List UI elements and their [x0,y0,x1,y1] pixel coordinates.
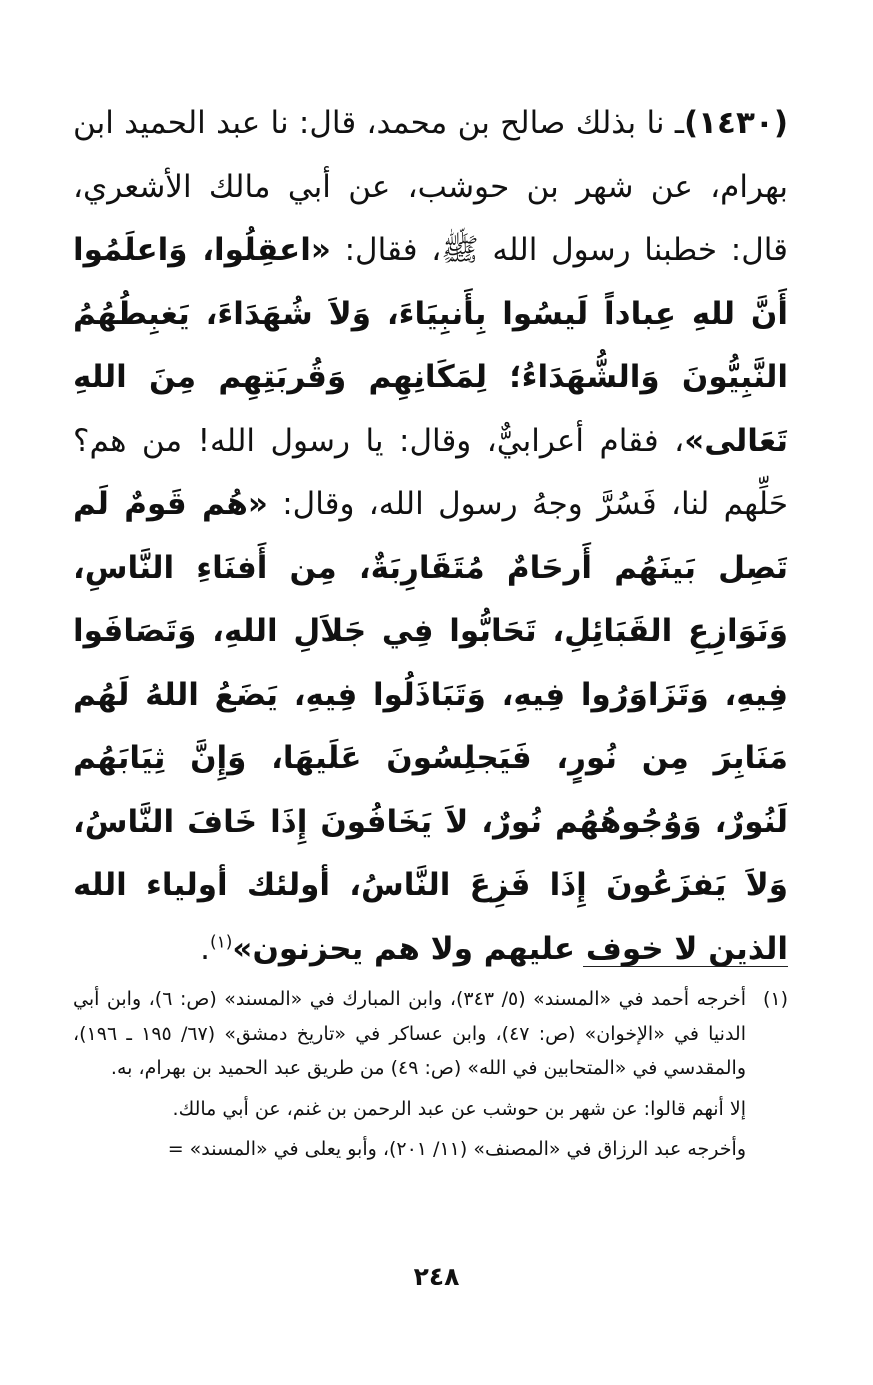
hadith-quote-second: «هُم قَومٌ لَم تَصِل بَينَهُم أَرحَامٌ مُتَقَارِبَةٌ، مِن أَفنَاءِ النَّاسِ، وَنَوَازِعِ القَبَائِلِ، تَحَابُّوا فِي جَلاَلِ اللهِ، وَتَصَافَوا فِيهِ، وَتَزَاوَرُوا فِيهِ، وَتَبَاذَلُوا فِيهِ، يَضَعُ اللهُ لَهُم مَنَابِرَ مِن نُورٍ، فَيَجلِسُونَ عَلَيهَا، وَإِنَّ ثِيَابَهُم لَنُورٌ، وَوُجُوهُهُم نُورٌ، لاَ يَخَافُونَ إِذَا خَافَ النَّاسُ، وَلاَ يَفزَعُونَ إِذَا فَزِعَ النَّاسُ، أولئك أولياء الله الذين لا خوف عليهم ولا هم يحزنون» [73,486,788,967]
hadith-number: (١٤٣٠) [683,105,788,141]
footnote-separator [583,966,788,967]
footnote-number: (١) [762,988,788,1010]
hadith-end-mark: . [200,930,210,967]
footnote-item [73,982,788,1167]
footnote-reference: (١) [210,932,233,953]
footnote-paragraph-sources: أخرجه أحمد في «المسند» (٥/ ٣٤٣)، وابن المبارك في «المسند» (ص: ٦)، وابن أبي الدنيا في «الإخوان» (ص: ٤٧)، وابن عساكر في «تاريخ دمشق» (٦٧/ ١٩٥ ـ ١٩٦)، والمقدسي في «المتحابين في الله» (ص: ٤٩) من طريق عبد الحميد بن بهرام، به. [73,988,747,1079]
hadith-isnad: ـ نا بذلك صالح بن محمد، قال: نا عبد الحميد ابن بهرام، عن شهر بن حوشب، عن أبي مالك الأشعري، قال: خطبنا رسول الله ﷺ، فقال: [73,105,788,268]
page-number: ٢٤٨ [413,1262,460,1291]
footnote-paragraph-variant: إلا أنهم قالوا: عن شهر بن حوشب عن عبد الرحمن بن غنم، عن أبي مالك. [172,1097,746,1120]
hadith-text [73,92,788,981]
hadith-narration-middle: ، فقام أعرابيٌّ، وقال: يا رسول الله! من هم؟ حَلِّهم لنا، فَسُرَّ وجهُ رسول الله، وقال: [73,422,788,522]
footnotes-section [73,982,788,1167]
hadith-quote-first: «اعقِلُوا، وَاعلَمُوا أَنَّ للهِ عِباداً لَيسُوا بِأَنبِيَاءَ، وَلاَ شُهَدَاءَ، يَغبِطُهُمُ النَّبِيُّونَ وَالشُّهَدَاءُ؛ لِمَكَانِهِم وَقُربَتِهِم مِنَ اللهِ تَعَالى» [73,232,788,459]
footnote-paragraph-continued: وأخرجه عبد الرزاق في «المصنف» (١١/ ٢٠١)، وأبو يعلى في «المسند» = [167,1138,746,1160]
